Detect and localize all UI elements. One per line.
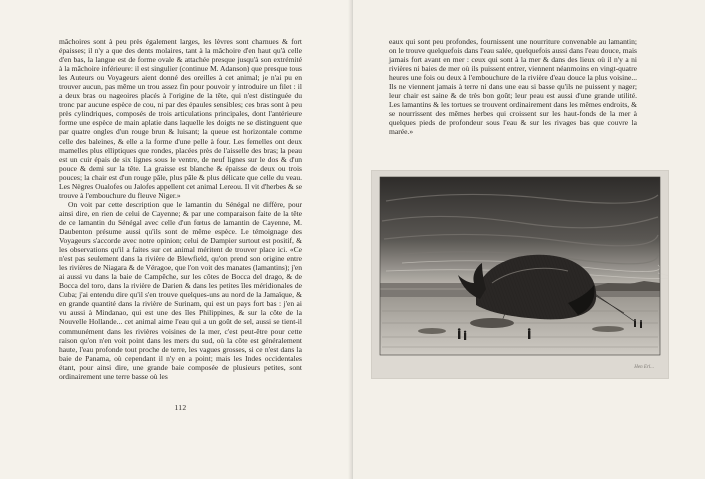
left-page [0,0,352,479]
whale-engraving [372,171,668,378]
rocks [470,318,514,328]
right-paragraph: eaux qui sont peu profondes, fournissent une nourriture convenable au lamantin; on le trouve quelquefois dans l'eau salée, quelquefois aussi dans l'eau douce, mais jamais fort avant en mer : ceux qui sont à la mer & dans des lieux où il n'y a ni rivières ni baies de mer où ils puissent entrer, viennent néanmoins en vingt-quatre heures une fois ou deux à l'embouchure de la rivière d'eau douce la plus voisine... Ils ne viennent jamais à terre ni dans une eau si basse qu'ils ne puissent y nager; leur chair est saine & de très bon goût; leur peau est aussi d'une grande utilité. Les lamantins & les tortues se trouvent ordinairement dans les mêmes endroits, & se nourrissent des mêmes herbes qui croissent sur les haut-fonds de la mer à quelques pieds de profondeur sous l'eau & sur les rivages bas que couvre la marée.» [389,37,637,137]
left-text-column [59,37,302,381]
right-text-column [389,37,637,137]
artist-signature: Hen Erl... [634,365,654,370]
right-page [353,0,705,479]
left-paragraph-2: On voit par cette description que le lamantin du Sénégal ne diffère, pour ainsi dire, en rien de celui de Cayenne; & par une comparaison faite de la tête de ce lamantin du Sénégal avec celle d'un fœtus de lamantin de Cayenne, M. Daubenton présume aussi qu'ils sont de même espèce. Le témoignage des Voyageurs s'accorde avec notre opinion; celui de Dampier surtout est positif, & les observations qu'il a faites sur cet animal méritent de trouver place ici. «Ce n'est pas seulement dans la rivière de Blewfield, qu'on prend son origine entre les rivières de Niagara & de Véragoe, que l'on voit des manates (lamantins); j'en ai aussi vu dans la baie de Campêche, sur les côtes de Bocca del drago, & de Bocca del toro, dans la rivière de Darien & dans les petites îles méridionales de Cuba; j'ai entendu dire qu'il s'en trouve quelques-uns au nord de la Jamaïque, & en grande quantité dans la rivière de Surinam, qui est un pays fort bas : j'en ai vu aussi à Mindanao, qui est une des îles Philippines, & sur la côte de la Nouvelle Hollande... cet animal aime l'eau qui a un goût de sel, aussi se tient-il communément dans les rivières voisines de la mer, c'est peut-être pour cette raison qu'on n'en voit point dans les mers du sud, où la côte est généralement haute, l'eau profonde tout proche de terre, les vagues grosses, si ce n'est dans la baie de Panama, où cependant il n'y en a point; mais les Indes occidentales étant, pour ainsi dire, une grande baie composée de plusieurs petites, sont ordinairement une terre basse où les [59,199,302,381]
engraving-plate [372,171,668,378]
page-number: 112 [174,403,187,412]
left-paragraph-1: mâchoires sont à peu près également larges, les lèvres sont charnues & fort épaisses; il n'y a que des dents molaires, tant à la mâchoire d'en haut qu'à celle d'en bas, la langue est de forme ovale & attachée presque jusqu'à son extrémité à la mâchoire inférieure: il est singulier (continue M. Adanson) que presque tous les Auteurs ou Voyageurs aient donné des oreilles à cet animal; je n'ai pu en trouver aucun, pas même un trou assez fin pour pouvoir y introduire un filet : il a deux bras ou nageoires placés à l'origine de la tête, qui n'est distinguée du tronc par aucune espèce de cou, ni par des épaules sensibles; ces bras sont à peu près cylindriques, composés de trois articulations principales, dont l'antérieure forme une espèce de main aplatie dans laquelle les doigts ne se distinguent que par quatre ongles d'un rouge brun & luisant; la queue est horizontale comme celle des baleines, & elle a la forme d'une pelle à four. Les femelles ont deux mamelles plus elliptiques que rondes, placées près de l'aisselle des bras; la peau est un cuir épais de six lignes sous le ventre, de neuf lignes sur le dos & d'un pouce & demi sur la tête. La graisse est blanche & épaisse de deux ou trois pouces; la chair est d'un rouge pâle, plus pâle & plus délicate que celle du veau. Les Nègres Oualofes ou Jalofes appellent cet animal Lereou. Il vit d'herbes & se trouve à l'embouchure du fleuve Niger.» [59,37,302,200]
